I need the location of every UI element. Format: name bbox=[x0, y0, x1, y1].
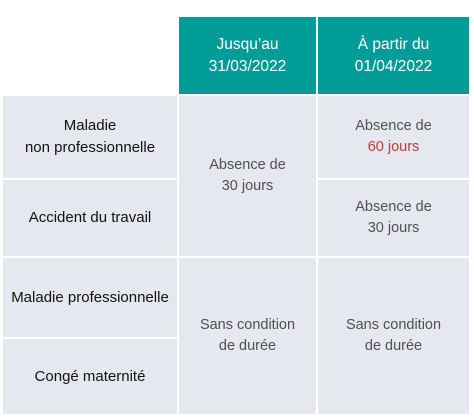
cell-after-pro-maternite-line1: Sans condition bbox=[345, 317, 442, 333]
row-label-maladie-non-pro bbox=[3, 96, 177, 178]
cell-before-pro-maternite bbox=[179, 258, 316, 414]
row-label-conge-maternite bbox=[3, 339, 177, 414]
column-header-until bbox=[179, 17, 316, 94]
column-header-until-line1: Jusqu’au bbox=[216, 35, 279, 53]
row-label-maladie-pro bbox=[3, 258, 177, 337]
cell-after-maladie-line1: Absence de bbox=[355, 118, 432, 134]
cell-after-pro-maternite-line2: de durée bbox=[364, 338, 423, 354]
cell-before-maladie-accident-line1: Absence de bbox=[209, 157, 286, 173]
cell-after-pro-maternite bbox=[318, 258, 469, 414]
cell-before-maladie-accident-line2: 30 jours bbox=[221, 178, 274, 194]
row-label-accident-travail bbox=[3, 180, 177, 256]
row-label-maladie-non-pro-line1: Maladie bbox=[63, 117, 117, 134]
cell-after-accident-line1: Absence de bbox=[355, 199, 432, 215]
row-label-conge-maternite-text: Congé maternité bbox=[34, 367, 146, 385]
row-label-maladie-pro-text: Maladie professionnelle bbox=[11, 288, 169, 306]
cell-after-accident bbox=[318, 180, 469, 256]
cell-after-accident-line2: 30 jours bbox=[367, 220, 420, 236]
cell-after-maladie-highlight: 60 jours bbox=[367, 139, 420, 155]
column-header-from-line2: 01/04/2022 bbox=[354, 57, 433, 75]
column-header-from bbox=[318, 17, 469, 94]
cell-after-maladie bbox=[318, 96, 469, 178]
row-label-accident-travail-text: Accident du travail bbox=[28, 209, 152, 226]
column-header-from-line1: À partir du bbox=[357, 35, 430, 53]
column-header-until-line2: 31/03/2022 bbox=[208, 57, 287, 75]
cell-before-maladie-accident bbox=[179, 96, 316, 256]
cell-before-pro-maternite-line2: de durée bbox=[218, 338, 277, 354]
row-label-maladie-non-pro-line2: non professionnelle bbox=[24, 139, 156, 156]
cell-before-pro-maternite-line1: Sans condition bbox=[199, 317, 296, 333]
